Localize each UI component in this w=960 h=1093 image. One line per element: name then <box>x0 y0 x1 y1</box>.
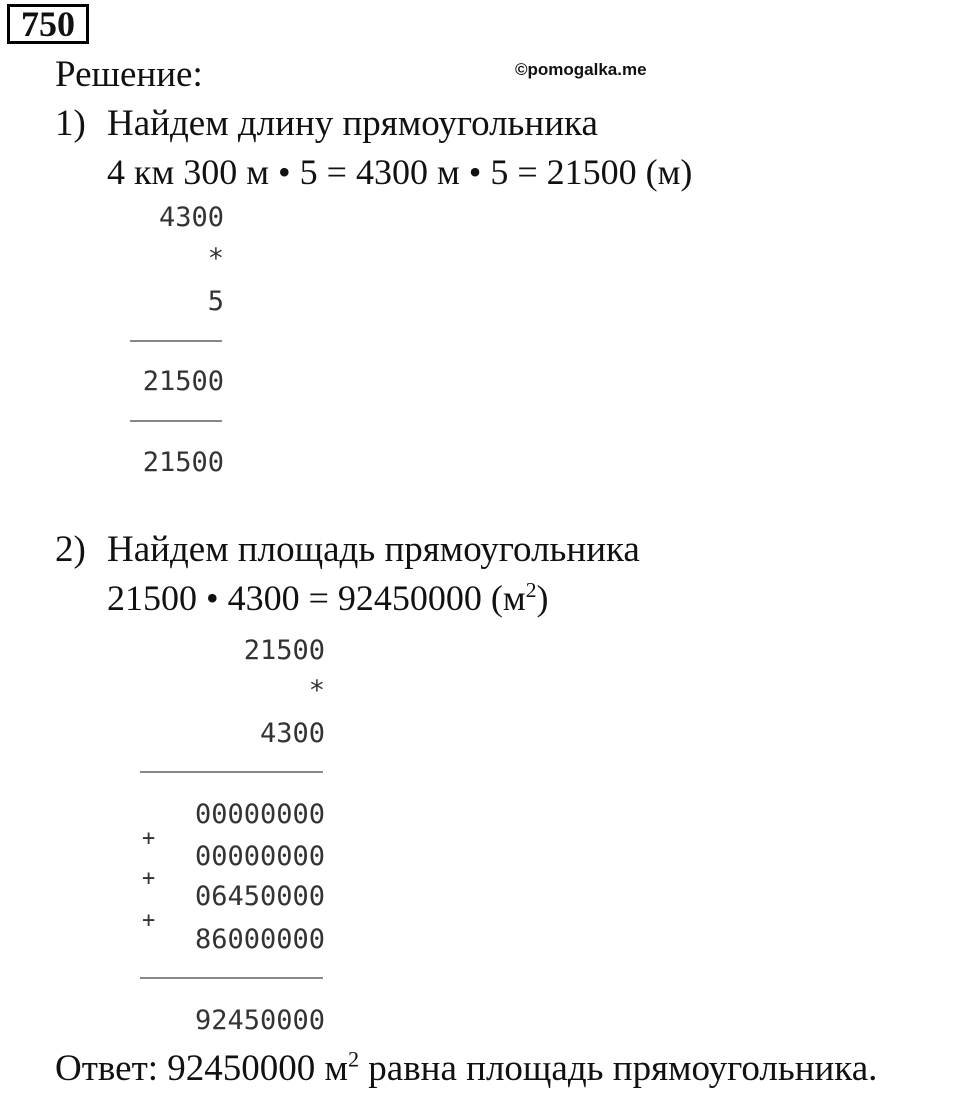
step1-operand1: 4300 <box>158 202 224 233</box>
step2-partial-2: 00000000 <box>194 841 325 872</box>
step2-rule-1 <box>140 771 323 773</box>
step2-title: Найдем площадь прямоугольника <box>107 529 640 570</box>
solution-heading: Решение: <box>55 54 203 95</box>
step1-partial: 21500 <box>142 366 224 397</box>
step2-equation-close: ) <box>536 578 549 618</box>
answer-prefix: Ответ: 92450000 м <box>55 1048 348 1089</box>
plus-sign-3: + <box>142 908 156 933</box>
answer-suffix: равна площадь прямоугольника. <box>359 1048 878 1089</box>
step1-operator: * <box>207 243 224 274</box>
step2-partial-3: 06450000 <box>194 881 325 912</box>
plus-sign-1: + <box>142 826 156 851</box>
step2-operand1: 21500 <box>243 635 325 666</box>
step1-operand2: 5 <box>207 286 224 317</box>
step2-rule-2 <box>140 977 323 979</box>
watermark: ©pomogalka.me <box>515 60 647 79</box>
answer <box>55 1046 878 1089</box>
step2-equation-sup: 2 <box>525 578 537 602</box>
step2-equation-main: 21500 • 4300 = 92450000 (м <box>107 578 526 618</box>
step2-partial-4: 86000000 <box>194 924 325 955</box>
step2-equation <box>107 578 548 618</box>
step1-result: 21500 <box>142 447 224 478</box>
step2-result: 92450000 <box>194 1005 325 1036</box>
step2-operator: * <box>308 675 325 706</box>
step2-partial-1: 00000000 <box>194 799 325 830</box>
step1-rule-1 <box>130 340 222 342</box>
step1-title: Найдем длину прямоугольника <box>107 103 598 144</box>
step1-marker: 1) <box>55 103 86 144</box>
step2-marker: 2) <box>55 529 86 570</box>
step2-operand2: 4300 <box>259 718 325 749</box>
step1-rule-2 <box>130 420 222 422</box>
answer-sup: 2 <box>347 1046 360 1072</box>
task-number: 750 <box>7 4 89 44</box>
plus-sign-2: + <box>142 866 156 891</box>
step1-equation: 4 км 300 м • 5 = 4300 м • 5 = 21500 (м) <box>107 152 693 192</box>
